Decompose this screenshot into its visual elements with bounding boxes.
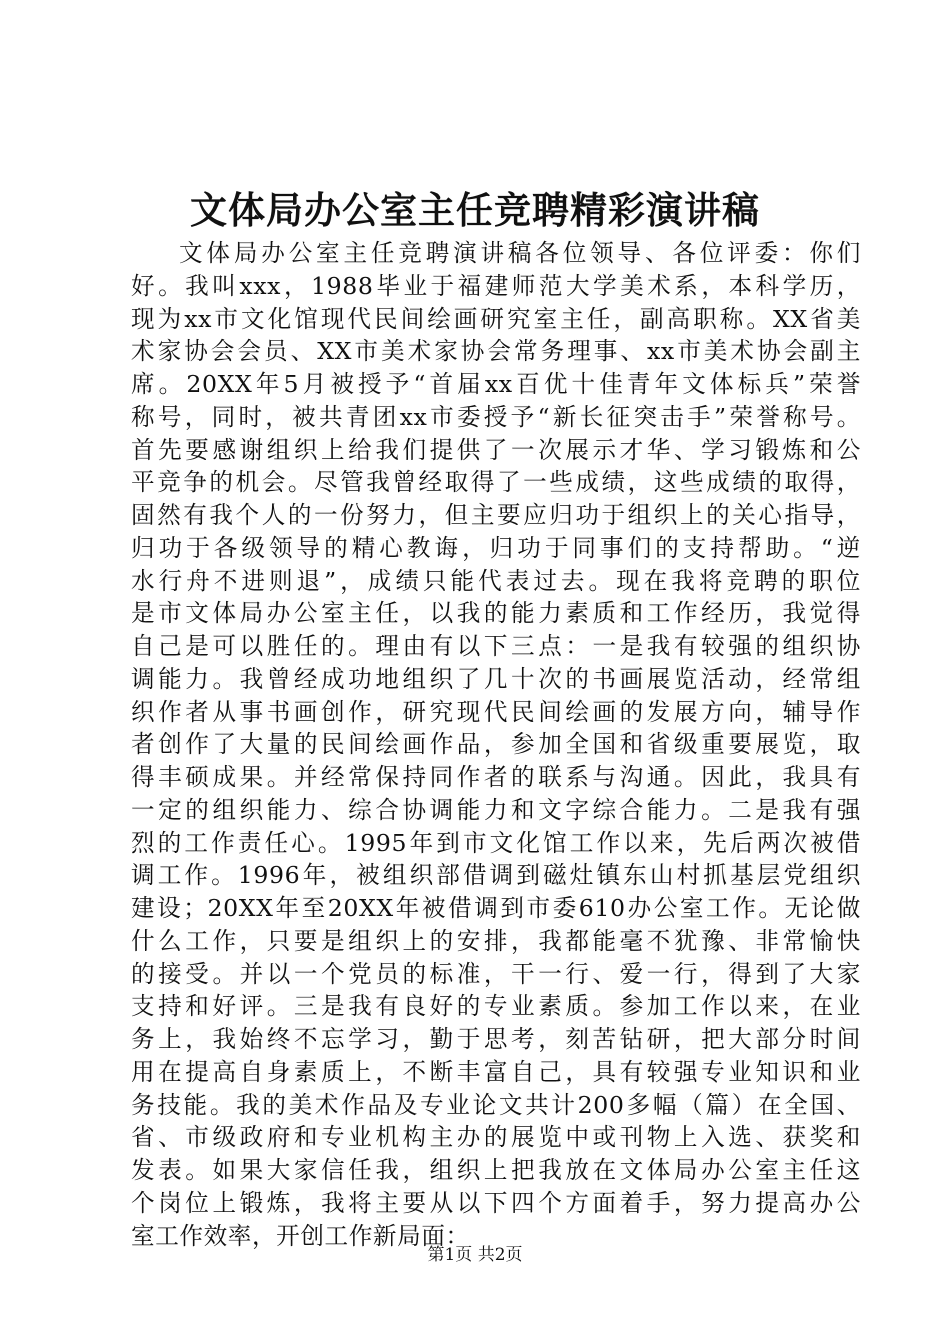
body-line: 务技能。我的美术作品及专业论文共计200多幅（篇）在全国、 (131, 1090, 861, 1119)
body-line: 烈的工作责任心。1995年到市文化馆工作以来，先后两次被借 (131, 828, 861, 857)
body-line: 一定的组织能力、综合协调能力和文字综合能力。二是我有强 (131, 795, 861, 824)
body-line: 什么工作，只要是组织上的安排，我都能毫不犹豫、非常愉快 (131, 926, 861, 955)
body-line: 是市文体局办公室主任，以我的能力素质和工作经历，我觉得 (131, 599, 861, 628)
body-line: 称号，同时，被共青团xx市委授予“新长征突击手”荣誉称号。 (131, 402, 861, 431)
body-line: 文体局办公室主任竞聘演讲稿各位领导、各位评委：你们 (179, 239, 861, 267)
body-line: 术家协会会员、XX市美术家协会常务理事、xx市美术协会副主 (131, 337, 861, 366)
body-line: 首先要感谢组织上给我们提供了一次展示才华、学习锻炼和公 (131, 435, 861, 464)
body-line: 发表。如果大家信任我，组织上把我放在文体局办公室主任这 (131, 1156, 861, 1184)
body-line: 固然有我个人的一份努力，但主要应归功于组织上的关心指导， (131, 501, 861, 529)
body-line: 的接受。并以一个党员的标准，干一行、爱一行，得到了大家 (131, 959, 861, 988)
body-line: 务上，我始终不忘学习，勤于思考，刻苦钻研，把大部分时间 (131, 1025, 861, 1053)
body-line: 调工作。1996年，被组织部借调到磁灶镇东山村抓基层党组织 (131, 861, 861, 890)
page-footer: 第1页 共2页 (427, 1245, 523, 1265)
body-line: 好。我叫xxx，1988毕业于福建师范大学美术系，本科学历， (131, 271, 861, 300)
body-line: 支持和好评。三是我有良好的专业素质。参加工作以来，在业 (131, 992, 861, 1021)
body-line: 省、市级政府和专业机构主办的展览中或刊物上入选、获奖和 (131, 1123, 861, 1152)
body-line: 席。20XX年5月被授予“首届xx百优十佳青年文体标兵”荣誉 (131, 370, 861, 398)
body-line: 者创作了大量的民间绘画作品，参加全国和省级重要展览，取 (131, 730, 861, 759)
body-line: 水行舟不进则退”，成绩只能代表过去。现在我将竞聘的职位 (131, 566, 861, 595)
document-title: 文体局办公室主任竞聘精彩演讲稿 (190, 188, 760, 232)
body-line: 现为xx市文化馆现代民间绘画研究室主任，副高职称。XX省美 (131, 304, 861, 333)
body-line: 用在提高自身素质上，不断丰富自己，具有较强专业知识和业 (131, 1057, 861, 1086)
body-line: 室工作效率，开创工作新局面： (131, 1221, 470, 1250)
body-line: 自己是可以胜任的。理由有以下三点：一是我有较强的组织协 (131, 632, 861, 660)
body-line: 得丰硕成果。并经常保持同作者的联系与沟通。因此，我具有 (131, 763, 861, 791)
body-line: 调能力。我曾经成功地组织了几十次的书画展览活动，经常组 (131, 664, 861, 693)
body-line: 个岗位上锻炼，我将主要从以下四个方面着手，努力提高办公 (131, 1188, 861, 1217)
body-line: 归功于各级领导的精心教诲，归功于同事们的支持帮助。“逆 (131, 533, 861, 562)
document-body (131, 237, 861, 1252)
body-line: 建设；20XX年至20XX年被借调到市委610办公室工作。无论做 (131, 894, 861, 922)
body-line: 平竞争的机会。尽管我曾经取得了一些成绩，这些成绩的取得， (131, 468, 861, 497)
body-line: 织作者从事书画创作，研究现代民间绘画的发展方向，辅导作 (131, 697, 861, 726)
